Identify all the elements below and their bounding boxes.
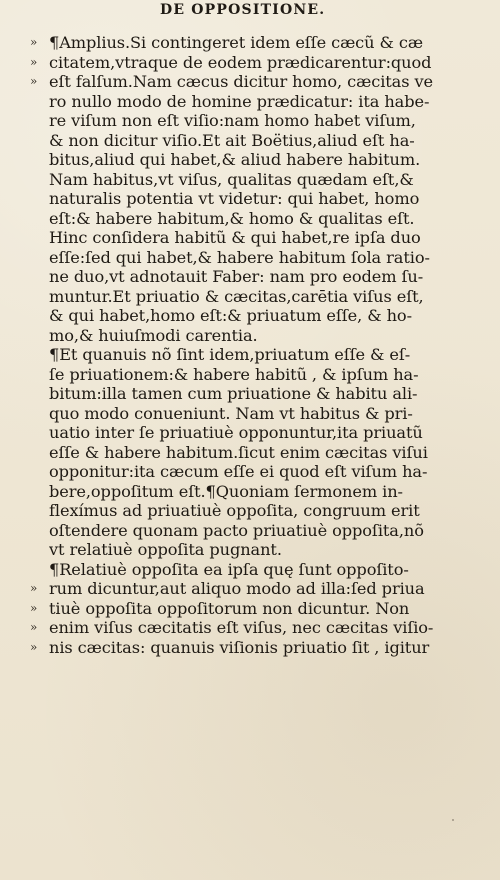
line-content: naturalis potentia vt videtur: qui habet, homo (49, 189, 420, 208)
line-content: citatem,vtraque de eodem prædicarentur:quod (49, 52, 432, 72)
line-content: ¶Amplius.Si contingeret idem eſſe cæcũ & cæ (49, 33, 423, 52)
quotation-marker: » (30, 620, 38, 634)
line-content: eſt falſum.Nam cæcus dicitur homo, cæcitas ve (49, 72, 434, 91)
line-content: Nam habitus,vt viſus, qualitas quædam eſt,& (49, 169, 414, 189)
line-content: Hinc conſidera habitũ & qui habet,re ipſa duo (49, 228, 421, 247)
text-line (30, 462, 470, 482)
line-content: ¶Relatiuè oppoſita ea ipſa quę ſunt oppoſito- (49, 559, 409, 579)
text-line (30, 345, 470, 365)
line-content: muntur.Et priuatio & cæcitas,carētia viſus eſt, (49, 286, 424, 306)
quotation-marker: » (30, 581, 38, 595)
line-content: bitum:illa tamen cum priuatione & habitu ali- (49, 384, 418, 403)
text-line (30, 209, 470, 229)
running-head: DE OPPOSITIONE. (160, 2, 326, 18)
quotation-marker: » (30, 35, 38, 49)
line-content: eſt:& habere habitum,& homo & qualitas eſt. (49, 208, 415, 228)
text-line (30, 365, 470, 385)
line-content: enim viſus cæcitatis eſt viſus, nec cæcitas viſio- (49, 618, 434, 637)
text-line (30, 189, 470, 209)
quotation-marker: » (30, 54, 38, 69)
text-line (30, 72, 470, 92)
line-content: opponitur:ita cæcum eſſe ei quod eſt viſum ha- (49, 462, 428, 481)
text-line (30, 482, 470, 502)
line-content: oſtendere quonam pacto priuatiuè oppoſita,nõ (49, 520, 424, 540)
quotation-marker: » (30, 639, 38, 654)
quotation-marker: » (30, 74, 38, 88)
line-content: ne duo,vt adnotauit Faber: nam pro eodem ſu- (49, 267, 424, 286)
line-content: uatio inter ſe priuatiuè opponuntur,ita priuatũ (49, 423, 423, 442)
text-line (30, 443, 470, 463)
text-line (30, 267, 470, 287)
line-content: quo modo conueniunt. Nam vt habitus & pri- (49, 403, 413, 423)
text-line (30, 326, 470, 346)
line-content: mo,& huiuſmodi carentia. (49, 325, 258, 345)
text-line (30, 33, 470, 53)
line-content: & qui habet,homo eſt:& priuatum eſſe, & ho- (49, 306, 412, 325)
text-line (30, 306, 470, 326)
line-content: eſſe & habere habitum.ſicut enim cæcitas viſui (49, 442, 428, 462)
line-content: rum dicuntur,aut aliquo modo ad illa:ſed priua (49, 579, 425, 598)
text-line (30, 228, 470, 248)
line-content: ¶Et quanuis nõ ſint idem,priuatum eſſe & eſ- (49, 345, 411, 364)
text-line (30, 560, 470, 580)
line-content: tiuè oppoſita oppoſitorum non dicuntur. Non (49, 598, 410, 618)
line-content: & non dicitur viſio.Et ait Boëtius,aliud eſt ha- (49, 130, 415, 150)
line-content: nis cæcitas: quanuis viſionis priuatio ſit , igitur (49, 637, 430, 657)
text-line (30, 53, 470, 73)
text-line (30, 540, 470, 560)
text-line (30, 638, 470, 658)
line-content: bere,oppoſitum eſt.¶Quoniam ſermonem in- (49, 481, 403, 501)
text-line (30, 501, 470, 521)
line-content: eſſe:ſed qui habet,& habere habitum ſola ratio- (49, 247, 430, 267)
text-line (30, 92, 470, 112)
text-line (30, 599, 470, 619)
line-content: ro nullo modo de homine prædicatur: ita habe- (49, 91, 430, 111)
text-line (30, 384, 470, 404)
text-line (30, 248, 470, 268)
text-line (30, 521, 470, 541)
quotation-marker: » (30, 600, 38, 615)
text-line (30, 618, 470, 638)
text-line (30, 170, 470, 190)
text-line (30, 579, 470, 599)
line-content: flexímus ad priuatiuè oppoſita, congruum erit (49, 501, 420, 520)
line-content: vt relatiuè oppoſita pugnant. (49, 540, 282, 559)
text-line (30, 287, 470, 307)
text-line (30, 150, 470, 170)
document-text-block (30, 33, 470, 753)
text-line (30, 423, 470, 443)
line-content: re viſum non eſt viſio:nam homo habet viſum, (49, 111, 416, 130)
paper-speck (452, 819, 454, 821)
line-content: ſe priuationem:& habere habitũ , & ipſum ha- (49, 364, 419, 384)
line-content: bitus,aliud qui habet,& aliud habere habitum. (49, 150, 421, 169)
text-line (30, 111, 470, 131)
text-line (30, 131, 470, 151)
text-line (30, 404, 470, 424)
